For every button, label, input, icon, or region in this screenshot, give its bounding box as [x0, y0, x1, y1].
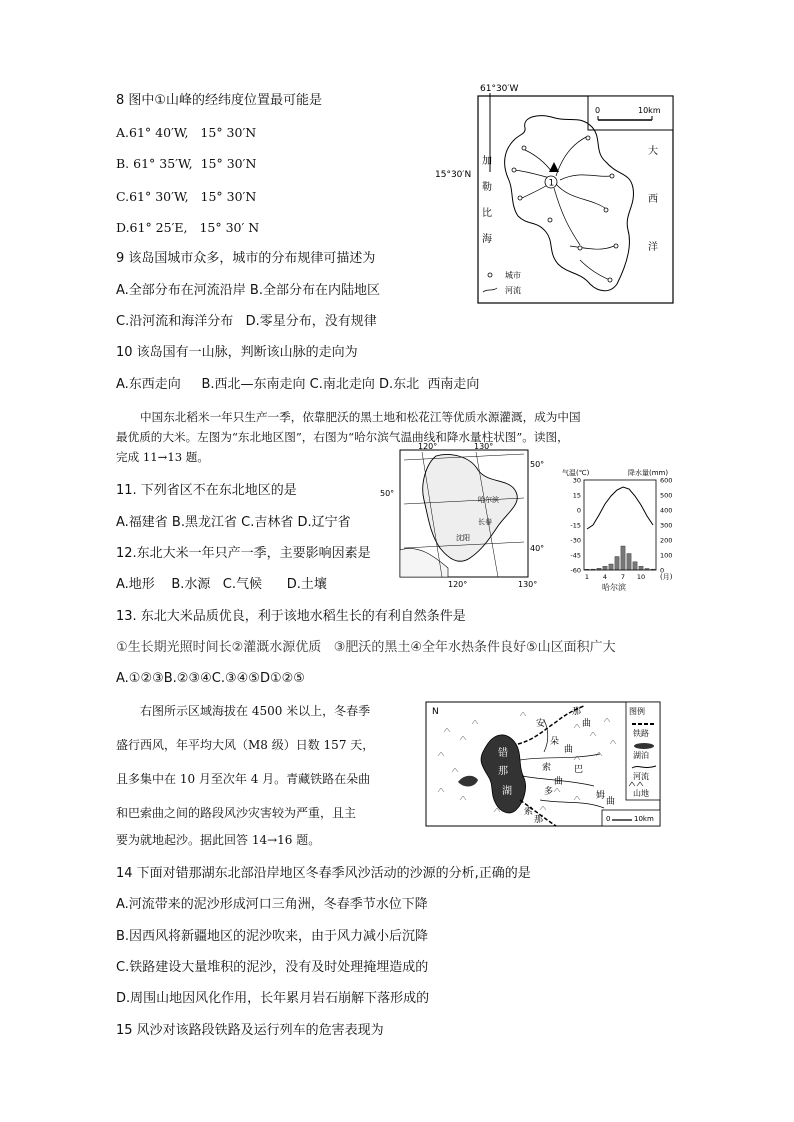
q14-stem: 14 下面对错那湖东北部沿岸地区冬春季风沙活动的沙源的分析,正确的是 — [116, 866, 531, 881]
q9-options-ab: A.全部分布在河流沿岸 B.全部分布在内陆地区 — [116, 283, 380, 298]
map3-label-13: 那 — [534, 815, 544, 825]
intro1-line3: 完成 11→13 题。 — [116, 450, 209, 464]
intro2-line4: 和巴索曲之间的路段风沙灾害较为严重，且主 — [116, 806, 357, 820]
q14-option-a: A.河流带来的泥沙形成河口三角洲，冬春季节水位下降 — [116, 897, 428, 912]
intro2-line1: 右图所示区域海拔在 4500 米以上，冬春季 — [140, 704, 371, 718]
map2-lat-40-right: 40° — [530, 544, 545, 553]
q10-stem: 10 该岛国有一山脉，判断该山脉的走向为 — [116, 345, 358, 360]
temperature-curve — [587, 487, 653, 529]
intro2-line5: 要为就地起沙。据此回答 14→16 题。 — [116, 833, 321, 847]
precip-bar — [603, 566, 607, 570]
precip-bar — [621, 546, 625, 570]
map2-city-1: 哈尔滨 — [478, 496, 499, 504]
q13-stem: 13. 东北大米品质优良，利于该地水稻生长的有利自然条件是 — [116, 609, 466, 624]
map1-sea-left-4: 海 — [482, 234, 492, 245]
q12-stem: 12.东北大米一年只产一季，主要影响因素是 — [116, 546, 371, 561]
island-map — [430, 80, 680, 310]
chart-frame — [584, 480, 656, 570]
q9-stem: 9 该岛国城市众多，城市的分布规律可描述为 — [116, 251, 376, 266]
intro2-line2: 盛行西风，年平均大风（M8 级）日数 157 天， — [116, 738, 375, 752]
temp-tick-label: -45 — [570, 551, 581, 560]
map1-sea-right-2: 西 — [648, 194, 658, 205]
precip-tick-label: 600 — [660, 476, 673, 485]
q10-options: A.东西走向 B.西北—东南走向 C.南北走向 D.东北 西南走向 — [116, 377, 480, 392]
map3-label-6: 索 — [542, 763, 552, 773]
precip-tick-label: 100 — [660, 551, 673, 560]
q8-option-b: B. 61° 35′W, 15° 30′N — [116, 156, 257, 171]
precip-bar — [627, 554, 631, 571]
map1-legend-city: 城市 — [505, 271, 521, 280]
map1-sea-left-3: 比 — [482, 208, 492, 219]
intro1-line2: 最优质的大米。左图为“东北地区图”，右图为“哈尔滨气温曲线和降水量柱状图”。读图， — [116, 430, 569, 444]
map3-label-1: 那 — [572, 707, 582, 717]
precip-tick-label: 200 — [660, 536, 673, 545]
map3-lake-label-3: 湖 — [502, 786, 512, 797]
temp-tick-label: -60 — [570, 566, 581, 575]
map1-sea-right-3: 洋 — [648, 242, 658, 253]
temp-tick-label: 15 — [572, 491, 581, 500]
q14-option-d: D.周围山地因风化作用，长年累月岩石崩解下落形成的 — [116, 991, 430, 1006]
q14-option-b: B.因西风将新疆地区的泥沙吹来，由于风力减小后沉降 — [116, 929, 429, 944]
map3-scale-dist: 10km — [634, 815, 654, 823]
q13-options: A.①②③B.②③④C.③④⑤D①②⑤ — [116, 671, 305, 686]
temp-tick-label: -15 — [570, 521, 581, 530]
map2-lon-top-2: 130° — [474, 442, 494, 451]
precip-tick-label: 0 — [660, 566, 665, 575]
precip-bar — [639, 566, 643, 570]
q8-option-c: C.61° 30′W, 15° 30′N — [116, 189, 257, 204]
map2-lon-bot-2: 130° — [518, 580, 538, 589]
map2-lat-50-right: 50° — [530, 460, 545, 469]
map2-city-3: 长春 — [478, 518, 492, 526]
precip-bar — [609, 564, 613, 570]
cona-lake-map — [424, 700, 664, 828]
q11-options: A.福建省 B.黑龙江省 C.吉林省 D.辽宁省 — [116, 515, 351, 530]
coastal-area — [400, 548, 448, 577]
precip-tick-label: 500 — [660, 491, 673, 500]
northeast-china-map — [378, 440, 550, 590]
chart-month-unit: (月) — [660, 573, 673, 581]
map3-north-arrow: N — [432, 707, 439, 717]
month-tick-label: 7 — [620, 573, 626, 581]
map3-label-4: 曲 — [564, 745, 574, 755]
map3-legend-rail: 铁路 — [633, 729, 649, 738]
map3-label-3: 朵 — [550, 737, 560, 747]
legend-lake-icon — [634, 743, 654, 749]
q8-stem: 8 图中①山峰的经纬度位置最可能是 — [116, 93, 323, 108]
chart-station: 哈尔滨 — [602, 583, 626, 592]
island-coastline — [505, 116, 634, 291]
map3-label-11: 多 — [544, 787, 554, 797]
precip-bar — [615, 557, 619, 571]
map3-label-8: 姆 — [596, 791, 606, 801]
q11-stem: 11. 下列省区不在东北地区的是 — [116, 483, 297, 498]
map3-label-7: 曲 — [554, 777, 564, 787]
harbin-climate-chart — [556, 466, 690, 592]
chart-precip-axis-label: 降水量(mm) — [628, 469, 669, 477]
q12-options: A.地形 B.水源 C.气候 D.土壤 — [116, 577, 327, 592]
map2-lat-50-left: 50° — [380, 489, 395, 498]
map3-lake-label-1: 错 — [498, 748, 508, 759]
map3-legend-river: 河流 — [633, 772, 649, 781]
map3-scale-zero: 0 — [606, 815, 611, 823]
precip-tick-label: 300 — [660, 521, 673, 530]
chart-temp-axis-label: 气温(℃) — [562, 469, 590, 477]
month-tick-label: 1 — [584, 573, 590, 581]
peak-triangle-icon — [549, 162, 559, 172]
map1-lon-label: 61°30′W — [480, 84, 519, 94]
map3-legend-lake: 湖泊 — [633, 751, 649, 760]
q13-items: ①生长期光照时间长②灌溉水源优质 ③肥沃的黑土④全年水热条件良好⑤山区面积广大 — [116, 640, 616, 655]
map1-lat-label: 15°30′N — [435, 170, 472, 180]
map3-lake-label-2: 那 — [498, 766, 508, 777]
map3-legend-title: 图例 — [629, 707, 645, 716]
map3-label-12: 索 — [524, 807, 534, 817]
q14-option-c: C.铁路建设大量堆积的泥沙，没有及时处理掩埋造成的 — [116, 960, 429, 975]
month-tick-label: 4 — [602, 573, 608, 581]
map3-label-5: 巴 — [574, 765, 584, 775]
map1-sea-left-2: 勒 — [482, 182, 492, 193]
map3-label-10: 安 — [536, 719, 546, 729]
q8-option-d: D.61° 25′E, 15° 30′ N — [116, 220, 260, 235]
map3-label-2: 曲 — [582, 719, 592, 729]
map3-legend-mountain: 山地 — [633, 789, 649, 798]
map1-scale-zero: 0 — [595, 106, 601, 115]
precip-tick-label: 400 — [660, 506, 673, 515]
map2-lon-top-1: 120° — [418, 442, 438, 451]
temp-tick-label: 30 — [572, 476, 581, 485]
legend-river-icon — [483, 288, 497, 292]
intro2-line3: 且多集中在 10 月至次年 4 月。青藏铁路在朵曲 — [116, 772, 371, 786]
temp-tick-label: -30 — [570, 536, 581, 545]
temp-tick-label: 0 — [576, 506, 581, 515]
legend-city-icon — [488, 273, 492, 277]
month-tick-label: 10 — [636, 573, 646, 581]
q8-option-a: A.61° 40′W, 15° 30′N — [116, 125, 257, 140]
q9-options-cd: C.沿河流和海洋分布 D.零星分布，没有规律 — [116, 314, 377, 329]
map1-peak-number: 1 — [548, 178, 555, 189]
map1-sea-left-1: 加 — [482, 156, 492, 167]
intro1-line1: 中国东北稻米一年只生产一季，依靠肥沃的黑土地和松花江等优质水源灌溉，成为中国 — [140, 410, 581, 424]
map1-legend-river: 河流 — [505, 286, 521, 295]
map2-lon-bot-1: 120° — [448, 580, 468, 589]
map1-sea-right-1: 大 — [648, 146, 658, 157]
q15-stem: 15 风沙对该路段铁路及运行列车的危害表现为 — [116, 1023, 384, 1038]
map1-scale-dist: 10km — [638, 106, 661, 115]
map2-city-2: 沈阳 — [456, 534, 470, 542]
map3-label-9: 曲 — [606, 797, 616, 807]
precip-bar — [633, 562, 637, 570]
